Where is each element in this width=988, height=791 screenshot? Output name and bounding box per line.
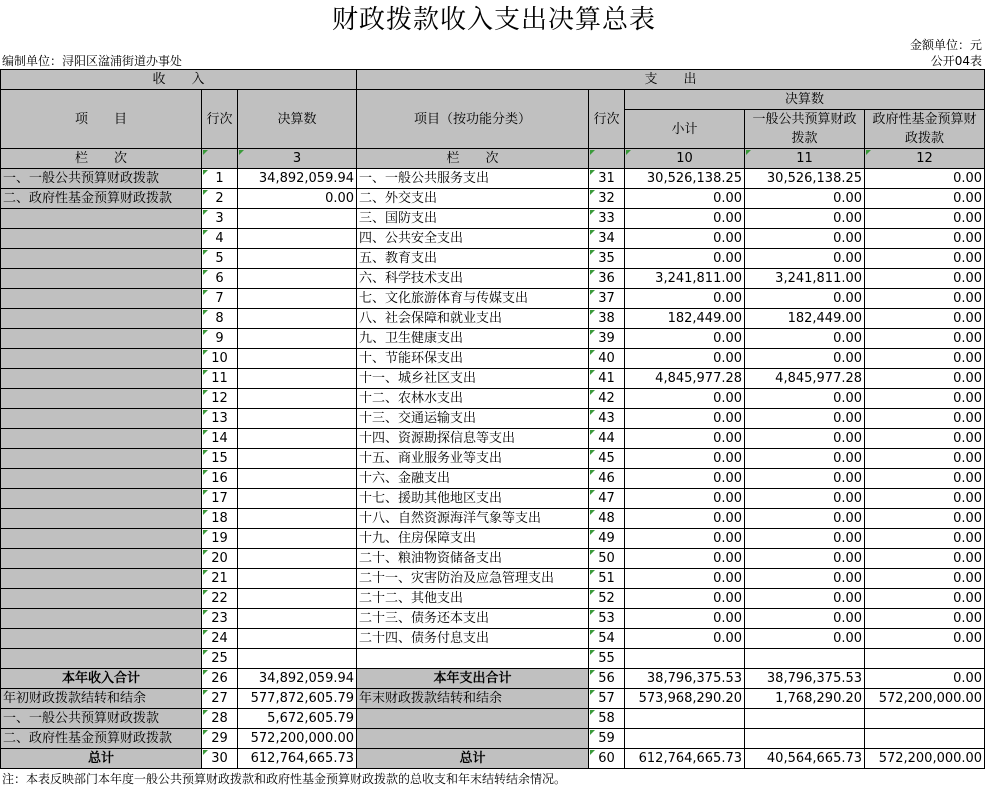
subtotal-amount: 0.00 [625, 549, 745, 569]
total-amount: 572,200,000.00 [238, 729, 357, 749]
general-budget-amount: 0.00 [745, 329, 865, 349]
table-row [1, 309, 985, 329]
row-number-2: 43 [589, 409, 625, 429]
row-number: 15 [202, 449, 238, 469]
subtotal-amount: 0.00 [625, 449, 745, 469]
general-budget-amount: 1,768,290.20 [745, 689, 865, 709]
fund-budget-amount: 0.00 [865, 469, 985, 489]
expense-item: 七、文化旅游体育与传媒支出 [357, 289, 589, 309]
table-row [1, 409, 985, 429]
expense-item: 二、外交支出 [357, 189, 589, 209]
subtotal-amount: 0.00 [625, 329, 745, 349]
expense-item: 二十、粮油物资储备支出 [357, 549, 589, 569]
row-number-2: 32 [589, 189, 625, 209]
subtotal-amount: 0.00 [625, 469, 745, 489]
expense-item: 九、卫生健康支出 [357, 329, 589, 349]
total-label-2: 总计 [357, 749, 589, 769]
row-number-2: 36 [589, 269, 625, 289]
fund-budget-amount: 0.00 [865, 609, 985, 629]
empty-cell [625, 709, 745, 729]
income-item [1, 289, 202, 309]
income-item [1, 509, 202, 529]
fund-budget-header: 政府性基金预算财政拨款 [865, 110, 985, 149]
row-number-2: 34 [589, 229, 625, 249]
income-item [1, 609, 202, 629]
column-10: 10 [625, 149, 745, 169]
income-amount [238, 409, 357, 429]
income-amount [238, 349, 357, 369]
empty-label [357, 709, 589, 729]
table-row [1, 389, 985, 409]
row-number: 10 [202, 349, 238, 369]
row-number-2: 33 [589, 209, 625, 229]
row-number-2: 49 [589, 529, 625, 549]
subtotal-amount: 3,241,811.00 [625, 269, 745, 289]
total-label: 二、政府性基金预算财政拨款 [1, 729, 202, 749]
row-number-2: 37 [589, 289, 625, 309]
carry-in-fund-row [1, 729, 985, 749]
expense-item: 八、社会保障和就业支出 [357, 309, 589, 329]
income-amount [238, 449, 357, 469]
row-number-2: 38 [589, 309, 625, 329]
fund-budget-amount: 0.00 [865, 549, 985, 569]
income-amount [238, 269, 357, 289]
table-row [1, 629, 985, 649]
subtotal-amount [625, 649, 745, 669]
carry-over-row [1, 689, 985, 709]
column-3: 3 [238, 149, 357, 169]
total-amount: 577,872,605.79 [238, 689, 357, 709]
general-budget-amount: 3,241,811.00 [745, 269, 865, 289]
row-number: 16 [202, 469, 238, 489]
table-row [1, 609, 985, 629]
row-number-2: 57 [589, 689, 625, 709]
row-number: 30 [202, 749, 238, 769]
row-number: 28 [202, 709, 238, 729]
income-item [1, 549, 202, 569]
item-header: 项 目 [1, 90, 202, 149]
general-budget-amount: 0.00 [745, 509, 865, 529]
table-row [1, 489, 985, 509]
income-item [1, 349, 202, 369]
income-item: 一、一般公共预算财政拨款 [1, 169, 202, 189]
income-item [1, 529, 202, 549]
row-number: 4 [202, 229, 238, 249]
row-no2-header: 行次 [589, 90, 625, 149]
general-budget-amount: 0.00 [745, 249, 865, 269]
table-row [1, 649, 985, 669]
general-budget-amount: 0.00 [745, 229, 865, 249]
expense-item: 三、国防支出 [357, 209, 589, 229]
income-amount [238, 549, 357, 569]
amount-unit: 金额单位：元 [909, 38, 982, 52]
table-row [1, 569, 985, 589]
general-budget-amount: 0.00 [745, 449, 865, 469]
fund-budget-amount: 0.00 [865, 389, 985, 409]
income-header: 收 入 [1, 70, 357, 90]
fund-budget-amount: 0.00 [865, 189, 985, 209]
finance-table [0, 69, 985, 769]
fund-budget-amount: 0.00 [865, 429, 985, 449]
income-amount [238, 489, 357, 509]
fund-budget-amount: 0.00 [865, 309, 985, 329]
income-item [1, 569, 202, 589]
empty-label [357, 729, 589, 749]
income-amount [238, 649, 357, 669]
row-number: 27 [202, 689, 238, 709]
subtotal-amount: 0.00 [625, 249, 745, 269]
table-row [1, 209, 985, 229]
expense-item: 十七、援助其他地区支出 [357, 489, 589, 509]
table-row [1, 589, 985, 609]
general-budget-amount: 0.00 [745, 389, 865, 409]
general-budget-amount: 40,564,665.73 [745, 749, 865, 769]
subtotal-amount: 0.00 [625, 289, 745, 309]
header-row-sections [1, 70, 985, 90]
income-amount [238, 629, 357, 649]
table-row [1, 349, 985, 369]
expense-item: 十三、交通运输支出 [357, 409, 589, 429]
column-label: 栏 次 [1, 149, 202, 169]
income-amount [238, 329, 357, 349]
row-number-2: 40 [589, 349, 625, 369]
row-number-2: 42 [589, 389, 625, 409]
income-amount: 0.00 [238, 189, 357, 209]
row-number: 5 [202, 249, 238, 269]
general-budget-amount: 0.00 [745, 529, 865, 549]
table-row [1, 429, 985, 449]
general-budget-amount: 0.00 [745, 429, 865, 449]
income-amount [238, 369, 357, 389]
row-number: 23 [202, 609, 238, 629]
general-budget-amount: 4,845,977.28 [745, 369, 865, 389]
income-item [1, 229, 202, 249]
row-number: 18 [202, 509, 238, 529]
total-amount: 34,892,059.94 [238, 669, 357, 689]
table-row [1, 229, 985, 249]
func-item-header: 项目（按功能分类） [357, 90, 589, 149]
general-budget-amount: 30,526,138.25 [745, 169, 865, 189]
table-row [1, 449, 985, 469]
table-row [1, 189, 985, 209]
income-item [1, 589, 202, 609]
general-budget-amount: 0.00 [745, 589, 865, 609]
fund-budget-amount: 572,200,000.00 [865, 689, 985, 709]
empty-cell [865, 709, 985, 729]
subtotal-amount: 0.00 [625, 409, 745, 429]
row-number-2: 56 [589, 669, 625, 689]
table-row [1, 329, 985, 349]
subtotal-amount: 0.00 [625, 389, 745, 409]
income-item [1, 429, 202, 449]
row-no-header: 行次 [202, 90, 238, 149]
income-item [1, 369, 202, 389]
expense-item: 一、一般公共服务支出 [357, 169, 589, 189]
expense-item: 十四、资源勘探信息等支出 [357, 429, 589, 449]
footnote: 注：本表反映部门本年度一般公共预算财政拨款和政府性基金预算财政拨款的总收支和年末结转结余情况。 [2, 772, 567, 786]
fund-budget-amount: 572,200,000.00 [865, 749, 985, 769]
expense-item: 十、节能环保支出 [357, 349, 589, 369]
compiling-unit: 编制单位：浔阳区湓浦街道办事处 [2, 54, 183, 68]
fund-budget-amount: 0.00 [865, 629, 985, 649]
expense-item [357, 649, 589, 669]
fund-budget-amount: 0.00 [865, 489, 985, 509]
expense-item: 十一、城乡社区支出 [357, 369, 589, 389]
income-amount [238, 569, 357, 589]
income-item [1, 209, 202, 229]
row-number-2: 54 [589, 629, 625, 649]
total-label-2: 年末财政拨款结转和结余 [357, 689, 589, 709]
empty-cell [865, 729, 985, 749]
column-number-row [1, 149, 985, 169]
total-label: 年初财政拨款结转和结余 [1, 689, 202, 709]
table-row [1, 529, 985, 549]
table-row [1, 169, 985, 189]
column-blank [202, 149, 238, 169]
table-row [1, 509, 985, 529]
empty-cell [625, 729, 745, 749]
total-label-2: 本年支出合计 [357, 669, 589, 689]
income-item [1, 649, 202, 669]
table-row [1, 469, 985, 489]
subtotal-amount: 0.00 [625, 529, 745, 549]
income-amount [238, 589, 357, 609]
income-amount [238, 469, 357, 489]
table-row [1, 549, 985, 569]
row-number: 6 [202, 269, 238, 289]
row-number-2: 47 [589, 489, 625, 509]
income-item [1, 449, 202, 469]
empty-cell [745, 709, 865, 729]
row-number-2: 44 [589, 429, 625, 449]
expense-item: 二十四、债务付息支出 [357, 629, 589, 649]
fund-budget-amount: 0.00 [865, 269, 985, 289]
general-budget-amount: 0.00 [745, 629, 865, 649]
final-amount-header: 决算数 [238, 90, 357, 149]
fund-budget-amount: 0.00 [865, 169, 985, 189]
income-amount [238, 309, 357, 329]
general-budget-amount: 0.00 [745, 569, 865, 589]
expense-header: 支 出 [357, 70, 985, 90]
income-item [1, 269, 202, 289]
fund-budget-amount: 0.00 [865, 369, 985, 389]
subtotal-amount: 0.00 [625, 209, 745, 229]
general-budget-amount: 0.00 [745, 409, 865, 429]
row-number: 14 [202, 429, 238, 449]
general-budget-header: 一般公共预算财政拨款 [745, 110, 865, 149]
row-number: 11 [202, 369, 238, 389]
subtotal-amount: 0.00 [625, 189, 745, 209]
subtotal-amount: 0.00 [625, 489, 745, 509]
row-number-2: 39 [589, 329, 625, 349]
row-number-2: 35 [589, 249, 625, 269]
subtotal-amount: 4,845,977.28 [625, 369, 745, 389]
column-11: 11 [745, 149, 865, 169]
subtotal-amount: 612,764,665.73 [625, 749, 745, 769]
row-number: 1 [202, 169, 238, 189]
row-number: 3 [202, 209, 238, 229]
row-number: 26 [202, 669, 238, 689]
general-budget-amount: 38,796,375.53 [745, 669, 865, 689]
expense-item: 十六、金融支出 [357, 469, 589, 489]
row-number: 9 [202, 329, 238, 349]
fund-budget-amount: 0.00 [865, 409, 985, 429]
general-budget-amount: 0.00 [745, 469, 865, 489]
income-item [1, 309, 202, 329]
row-number-2: 45 [589, 449, 625, 469]
income-amount [238, 429, 357, 449]
row-number: 22 [202, 589, 238, 609]
general-budget-amount: 0.00 [745, 189, 865, 209]
income-amount [238, 249, 357, 269]
general-budget-amount: 0.00 [745, 209, 865, 229]
subtotal-amount: 0.00 [625, 629, 745, 649]
income-item: 二、政府性基金预算财政拨款 [1, 189, 202, 209]
subtotal-amount: 0.00 [625, 349, 745, 369]
table-row [1, 249, 985, 269]
row-number-2: 50 [589, 549, 625, 569]
row-number: 21 [202, 569, 238, 589]
subtotal-amount: 182,449.00 [625, 309, 745, 329]
subtotal-amount: 573,968,290.20 [625, 689, 745, 709]
fund-budget-amount: 0.00 [865, 449, 985, 469]
fund-budget-amount: 0.00 [865, 249, 985, 269]
table-row [1, 369, 985, 389]
fund-budget-amount: 0.00 [865, 529, 985, 549]
income-item [1, 629, 202, 649]
expense-item: 六、科学技术支出 [357, 269, 589, 289]
income-amount [238, 289, 357, 309]
general-budget-amount: 0.00 [745, 289, 865, 309]
general-budget-amount: 0.00 [745, 609, 865, 629]
row-number-2: 53 [589, 609, 625, 629]
row-number: 20 [202, 549, 238, 569]
income-item [1, 489, 202, 509]
empty-cell [745, 729, 865, 749]
row-number: 19 [202, 529, 238, 549]
general-budget-amount [745, 649, 865, 669]
total-label: 一、一般公共预算财政拨款 [1, 709, 202, 729]
general-budget-amount: 0.00 [745, 489, 865, 509]
expense-item: 四、公共安全支出 [357, 229, 589, 249]
general-budget-amount: 0.00 [745, 549, 865, 569]
row-number-2: 31 [589, 169, 625, 189]
subtotal-amount: 0.00 [625, 509, 745, 529]
fund-budget-amount: 0.00 [865, 289, 985, 309]
expense-item: 二十一、灾害防治及应急管理支出 [357, 569, 589, 589]
column-12: 12 [865, 149, 985, 169]
general-budget-amount: 0.00 [745, 349, 865, 369]
row-number: 25 [202, 649, 238, 669]
total-label: 本年收入合计 [1, 669, 202, 689]
row-number: 24 [202, 629, 238, 649]
income-item [1, 389, 202, 409]
page-title: 财政拨款收入支出决算总表 [331, 5, 656, 35]
fund-budget-amount: 0.00 [865, 669, 985, 689]
final-amount2-header: 决算数 [625, 90, 985, 110]
expense-item: 十二、农林水支出 [357, 389, 589, 409]
income-item [1, 469, 202, 489]
fund-budget-amount: 0.00 [865, 209, 985, 229]
row-number-2: 51 [589, 569, 625, 589]
row-number: 8 [202, 309, 238, 329]
table-row [1, 289, 985, 309]
income-amount [238, 509, 357, 529]
row-number: 13 [202, 409, 238, 429]
fund-budget-amount: 0.00 [865, 329, 985, 349]
row-number-2: 59 [589, 729, 625, 749]
total-amount: 612,764,665.73 [238, 749, 357, 769]
income-item [1, 409, 202, 429]
row-number: 12 [202, 389, 238, 409]
subtotal-header: 小计 [625, 110, 745, 149]
total-label: 总计 [1, 749, 202, 769]
fund-budget-amount: 0.00 [865, 229, 985, 249]
income-item [1, 249, 202, 269]
fund-budget-amount: 0.00 [865, 589, 985, 609]
expense-item: 十九、住房保障支出 [357, 529, 589, 549]
expense-item: 十八、自然资源海洋气象等支出 [357, 509, 589, 529]
subtotal-amount: 30,526,138.25 [625, 169, 745, 189]
row-number-2: 55 [589, 649, 625, 669]
table-code: 公开04表 [930, 54, 982, 68]
row-number-2: 52 [589, 589, 625, 609]
fund-budget-amount [865, 649, 985, 669]
carry-in-general-row [1, 709, 985, 729]
income-amount: 34,892,059.94 [238, 169, 357, 189]
row-number-2: 48 [589, 509, 625, 529]
grand-total-row [1, 749, 985, 769]
fund-budget-amount: 0.00 [865, 349, 985, 369]
income-item [1, 329, 202, 349]
header-row-1 [1, 90, 985, 110]
subtotal-amount: 0.00 [625, 569, 745, 589]
income-amount [238, 209, 357, 229]
row-number: 2 [202, 189, 238, 209]
year-total-row [1, 669, 985, 689]
expense-item: 二十三、债务还本支出 [357, 609, 589, 629]
general-budget-amount: 182,449.00 [745, 309, 865, 329]
column-blank2 [589, 149, 625, 169]
expense-item: 十五、商业服务业等支出 [357, 449, 589, 469]
subtotal-amount: 0.00 [625, 229, 745, 249]
expense-item: 二十二、其他支出 [357, 589, 589, 609]
row-number-2: 46 [589, 469, 625, 489]
income-amount [238, 389, 357, 409]
income-amount [238, 529, 357, 549]
fund-budget-amount: 0.00 [865, 569, 985, 589]
row-number-2: 41 [589, 369, 625, 389]
row-number: 7 [202, 289, 238, 309]
row-number: 17 [202, 489, 238, 509]
subtotal-amount: 38,796,375.53 [625, 669, 745, 689]
row-number-2: 58 [589, 709, 625, 729]
table-row [1, 269, 985, 289]
fund-budget-amount: 0.00 [865, 509, 985, 529]
column-label2: 栏 次 [357, 149, 589, 169]
total-amount: 5,672,605.79 [238, 709, 357, 729]
subtotal-amount: 0.00 [625, 609, 745, 629]
row-number: 29 [202, 729, 238, 749]
expense-item: 五、教育支出 [357, 249, 589, 269]
income-amount [238, 609, 357, 629]
subtotal-amount: 0.00 [625, 589, 745, 609]
income-amount [238, 229, 357, 249]
row-number-2: 60 [589, 749, 625, 769]
subtotal-amount: 0.00 [625, 429, 745, 449]
